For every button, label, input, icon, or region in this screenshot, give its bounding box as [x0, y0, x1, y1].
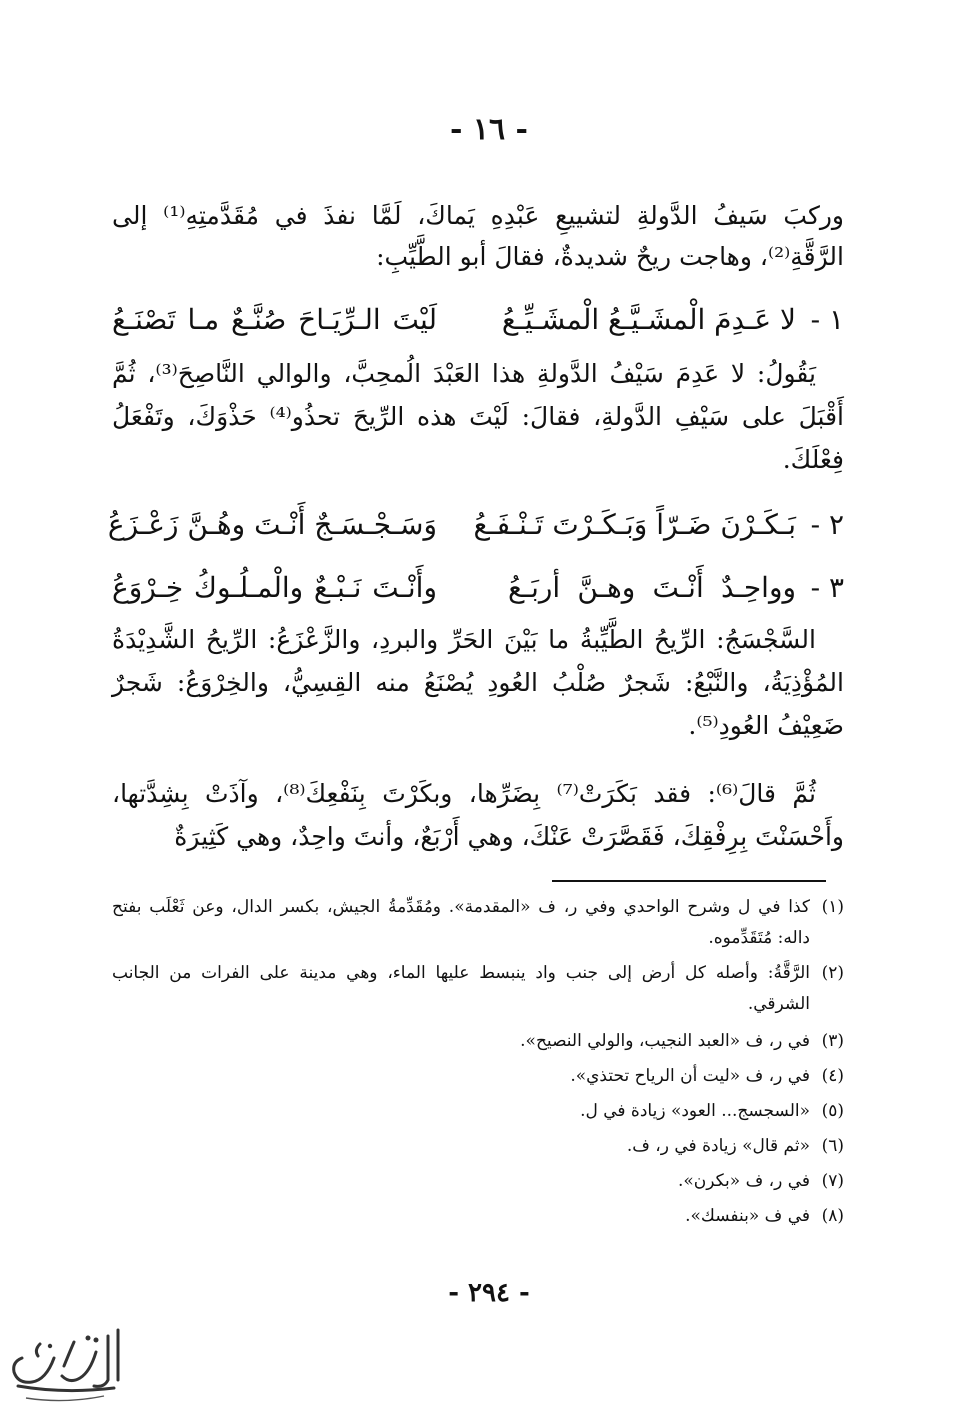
footnote-number: (٨) [821, 1206, 844, 1226]
footnote-number: (٢) [821, 963, 844, 983]
verse-second-hemistich: وأَنْـتَ نَـبْـعٌ والْمـلُـوكُ خِـرْوَعُ [112, 571, 437, 604]
verse-number: ٢ - [810, 508, 844, 541]
footnote-number: (٦) [821, 1136, 844, 1156]
footnote-6 [112, 1131, 844, 1162]
footnote-number: (٣) [821, 1031, 844, 1051]
verse-1 [112, 297, 844, 343]
footnote-text: كذا في ل وشرح الواحدي وفي ر، ف «المقدمة». ومُقَدِّمةُ الجيش، بكسر الدال، وعن ثَعْلَب بفتح داله: مُتَقَدِّموه. [112, 897, 810, 948]
intro-paragraph: وركبَ سَيفُ الدَّولةِ لتشييعِ عَبْدِهِ يَماكَ، لَمَّا نفذَ في مُقَدَّمتِهِ⁽¹⁾ إلى الرَّقَّةِ⁽²⁾، وهاجت ريحٌ شديدةٌ، فقالَ أبو الطَّيِّبِ: [112, 201, 844, 271]
footnote-text: في ر، ف «بكرن». [677, 1171, 810, 1191]
calligraphy-seal-logo [4, 1322, 130, 1408]
footnote-3 [112, 1026, 844, 1057]
poem-number: - ١٦ - [449, 112, 529, 147]
verse-second-hemistich: لَيْتَ الـرِّيَـاحَ صُنَّـعٌ مـا تَصْنَـعُ [112, 303, 437, 336]
footnote-number: (٧) [821, 1171, 844, 1191]
commentary-3: ثُمَّ قالَ⁽⁶⁾: فقد بَكَرَتْ⁽⁷⁾ بِضَرِّها، وبكَرْتَ بِنَفْعِكَ⁽⁸⁾، وآذَتْ بِشِدَّتها، وأَحْسَنْتَ بِرِفْقِكَ، فَقَصَّرَتْ عَنْكَ، وهي أَرْبَعٌ، وأنتَ واحِدٌ، وهي كَثِيرَةٌ [112, 779, 844, 851]
footnote-1 [112, 892, 844, 954]
footnote-8 [112, 1201, 844, 1232]
verse-first-hemistich: بَـكَـرْنَ ضَـرّاً وَبَـكَـرْتَ تَـنْـفَـعُ [473, 508, 796, 541]
footnote-7 [112, 1166, 844, 1197]
verse-second-hemistich: وَسَـجْـسَـجٌ أَنْـتَ وهُـنَّ زَعْـزَعُ [107, 508, 437, 541]
commentary-2: السَّجْسَجُ: الرِّيحُ الطَّيِّبةُ ما بَيْنَ الحَرِّ والبردِ، والزَّعْزَعُ: الرِّيحُ الشَّدِيْدَةُ المُؤْذِيَةُ، والنَّبْعُ: شَجرٌ صُلْبُ العُودِ يُصْنَعُ منه القِسِيُّ، والخِرْوَعُ: شَجرٌ ضَعِيْفُ العُودِ⁽⁵⁾. [112, 625, 844, 740]
footnote-text: «السجسج... العود» زيادة في ل. [580, 1101, 810, 1121]
footnote-number: (٤) [821, 1066, 844, 1086]
footnote-text: الرَّقَّةُ: وأصله كل أرض إلى جنب واد ينبسط عليها الماء، وهي مدينة على الفرات من الجانب الشرقي. [112, 963, 810, 1014]
commentary-1: يَقُولُ: لا عَدِمَ سَيْفُ الدَّولةِ هذا العَبْدَ الُمحِبَّ، والوالي النَّاصِحَ⁽³⁾، ثُمَّ أَقْبَلَ على سَيْفِ الدَّولةِ، فقالَ: لَيْتَ هذه الرِّيحَ تحذُو⁽⁴⁾ حَذْوَكَ، وتَفْعَلُ فِعْلَكَ. [112, 359, 845, 474]
footnote-number: (٥) [821, 1101, 844, 1121]
footnote-text: في ف «بنفسك». [685, 1206, 810, 1226]
verse-2 [107, 502, 844, 548]
footnote-4 [112, 1061, 844, 1092]
verse-first-hemistich: وواحِـدٌ أَنْـتَ وهـنَّ أربَـعُ [508, 571, 796, 604]
footnote-text: في ر، ف «ليت أن الرياح تحتذي». [570, 1066, 810, 1086]
page-number: - ٢٩٤ - [448, 1278, 530, 1308]
footnote-number: (١) [821, 897, 844, 917]
footnote-5 [112, 1096, 844, 1127]
footnote-text: في ر، ف «العبد النجيب، والولي النصيح». [520, 1031, 810, 1051]
verse-first-hemistich: لا عَـدِمَ الْمشَـيَّـعُ الْمشَـيِّـعُ [501, 303, 796, 336]
verse-3 [112, 565, 844, 611]
footnote-2 [112, 958, 844, 1020]
footnote-text: «ثم قال» زيادة في ر، ف. [626, 1136, 810, 1156]
verse-number: ١ - [810, 303, 844, 336]
footnote-divider [552, 880, 826, 882]
verse-number: ٣ - [810, 571, 844, 604]
